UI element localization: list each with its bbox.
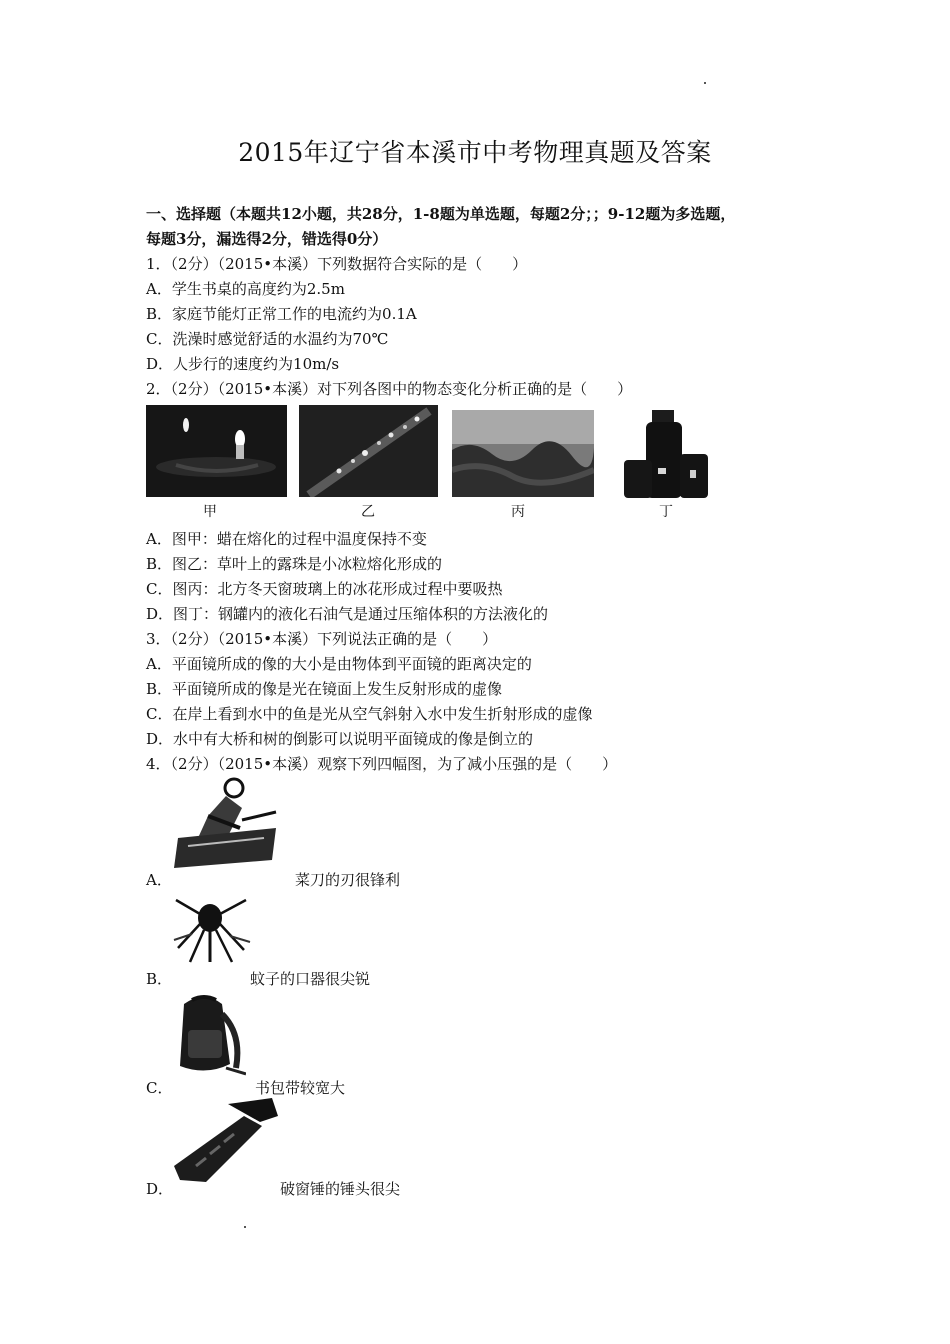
q4-stem: 4．（2分）（2015•本溪）观察下列四幅图，为了减小压强的是（ ）: [146, 755, 618, 773]
mosquito-image: [170, 896, 252, 966]
frost-window-photo: [452, 410, 594, 497]
q2-option-b: B．图乙：草叶上的露珠是小冰粒熔化形成的: [146, 555, 443, 573]
figure-label-yi: 乙: [361, 504, 375, 520]
q2-option-a: A．图甲：蜡在熔化的过程中温度保持不变: [146, 530, 427, 548]
section-heading-line2: 每题3分，漏选得2分，错选得0分）: [146, 230, 388, 248]
kitchen-knife-image: [168, 776, 280, 868]
q4-option-c-letter: C．: [146, 1079, 173, 1097]
q3-option-b: B．平面镜所成的像是光在镜面上发生反射形成的虚像: [146, 680, 503, 698]
q3-option-c: C．在岸上看到水中的鱼是光从空气斜射入水中发生折射形成的虚像: [146, 705, 593, 723]
q4-option-b-letter: B．: [146, 970, 173, 988]
q3-option-d: D．水中有大桥和树的倒影可以说明平面镜成的像是倒立的: [146, 730, 534, 748]
figure-label-ding: 丁: [659, 504, 673, 520]
backpack-image: [166, 994, 246, 1078]
q4-option-a-text: 菜刀的刃很锋利: [295, 871, 401, 889]
figure-label-jia: 甲: [203, 504, 217, 520]
candle-photo: [146, 405, 287, 497]
q4-option-a-letter: A．: [146, 871, 172, 889]
gas-tank-photo: [622, 408, 710, 498]
q1-option-d: D．人步行的速度约为10m/s: [146, 355, 340, 373]
safety-hammer-image: [166, 1096, 280, 1188]
q4-option-c-text: 书包带较宽大: [255, 1079, 346, 1097]
q4-option-d-letter: D．: [146, 1180, 174, 1198]
q2-option-c: C．图丙：北方冬天窗玻璃上的冰花形成过程中要吸热: [146, 580, 503, 598]
q1-option-b: B．家庭节能灯正常工作的电流约为0.1A: [146, 305, 417, 323]
q4-option-b-text: 蚊子的口器很尖锐: [250, 970, 371, 988]
q3-stem: 3．（2分）（2015•本溪）下列说法正确的是（ ）: [146, 630, 498, 648]
q3-option-a: A．平面镜所成的像的大小是由物体到平面镜的距离决定的: [146, 655, 532, 673]
q1-stem: 1．（2分）（2015•本溪）下列数据符合实际的是（ ）: [146, 255, 528, 273]
q2-stem: 2．（2分）（2015•本溪）对下列各图中的物态变化分析正确的是（ ）: [146, 380, 633, 398]
q1-option-c: C．洗澡时感觉舒适的水温约为70℃: [146, 330, 389, 348]
q2-option-d: D．图丁：钢罐内的液化石油气是通过压缩体积的方法液化的: [146, 605, 549, 623]
q4-option-d-text: 破窗锤的锤头很尖: [280, 1180, 401, 1198]
footer-mark: [244, 1226, 246, 1228]
corner-mark: [704, 82, 706, 84]
dewdrops-photo: [299, 405, 438, 497]
figure-label-bing: 丙: [511, 504, 525, 520]
page-title: 2015年辽宁省本溪市中考物理真题及答案: [238, 138, 712, 167]
section-heading-line1: 一、选择题（本题共12小题，共28分，1-8题为单选题，每题2分；；9-12题为多选题，: [146, 205, 736, 223]
q1-option-a: A．学生书桌的高度约为2.5m: [146, 280, 345, 298]
